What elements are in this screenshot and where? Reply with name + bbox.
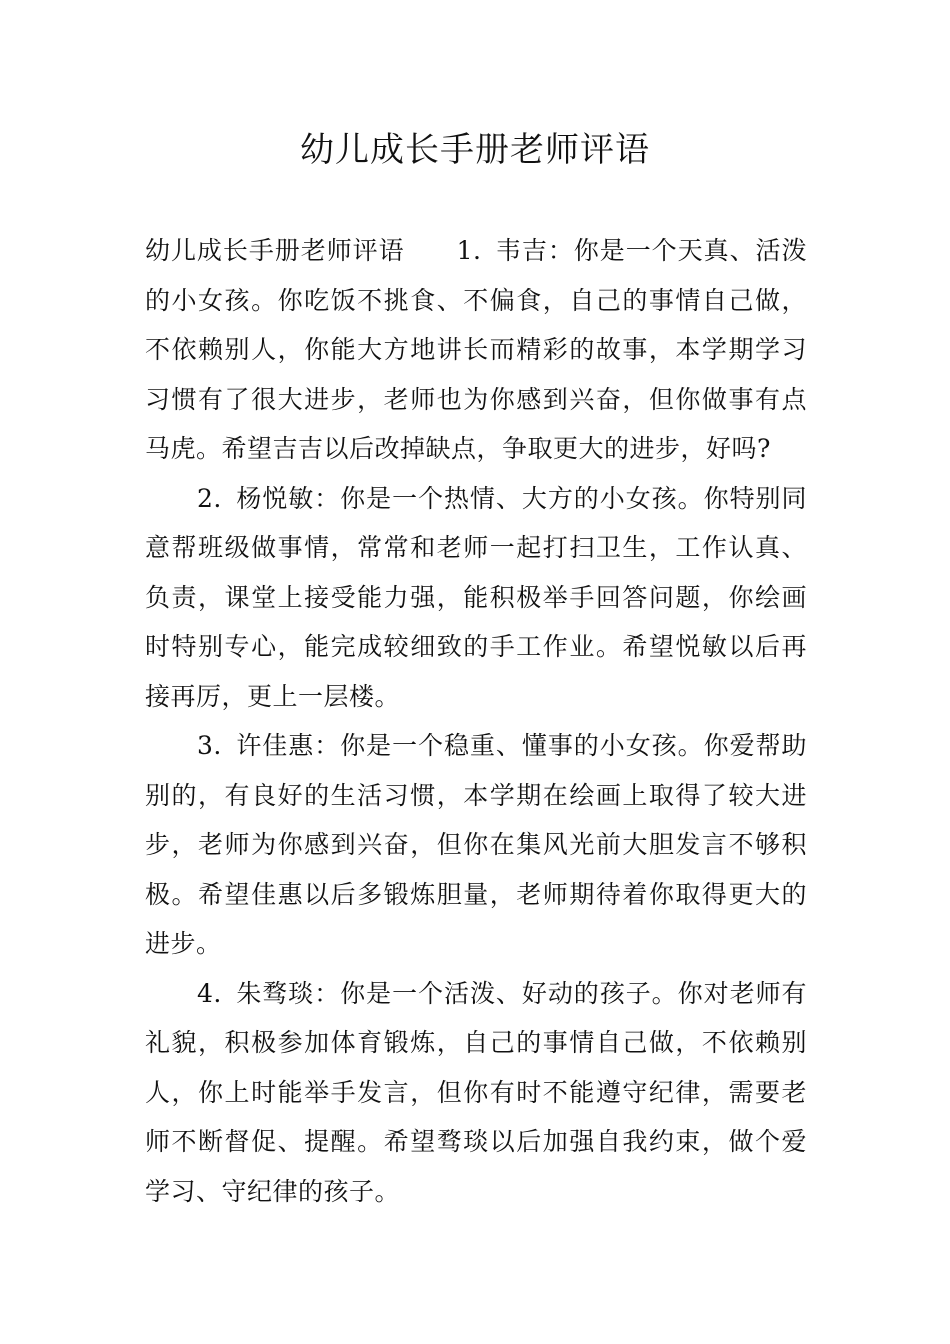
paragraph-3	[145, 721, 807, 969]
intro-heading: 幼儿成长手册老师评语	[145, 236, 405, 265]
document-title: 幼儿成长手册老师评语	[300, 130, 650, 170]
paragraph-text: 韦吉：你是一个天真、活泼的小女孩。你吃饭不挑食、不偏食，自己的事情自己做，不依赖别人，你能大方地讲长而精彩的故事，本学期学习习惯有了很大进步，老师也为你感到兴奋，但你做事有点马虎。希望吉吉以后改掉缺点，争取更大的进步，好吗?	[145, 236, 807, 463]
paragraph-1	[145, 226, 807, 474]
paragraph-text: 许佳惠：你是一个稳重、懂事的小女孩。你爱帮助别的，有良好的生活习惯，本学期在绘画上取得了较大进步，老师为你感到兴奋，但你在集风光前大胆发言不够积极。希望佳惠以后多锻炼胆量，老师期待着你取得更大的进步。	[145, 731, 807, 958]
paragraph-number: 1.	[456, 236, 482, 265]
paragraph-number: 2.	[197, 483, 222, 513]
document-body	[145, 226, 807, 1216]
paragraph-number: 4.	[197, 978, 222, 1008]
paragraph-4	[145, 969, 807, 1217]
paragraph-text: 朱骛琰：你是一个活泼、好动的孩子。你对老师有礼貌，积极参加体育锻炼，自己的事情自己做，不依赖别人，你上时能举手发言，但你有时不能遵守纪律，需要老师不断督促、提醒。希望骛琰以后加强自我约束，做个爱学习、守纪律的孩子。	[145, 978, 807, 1206]
paragraph-2	[145, 474, 807, 722]
paragraph-number: 3.	[197, 731, 222, 760]
paragraph-text: 杨悦敏：你是一个热情、大方的小女孩。你特别同意帮班级做事情，常常和老师一起打扫卫生，工作认真、负责，课堂上接受能力强，能积极举手回答问题，你绘画时特别专心，能完成较细致的手工作业。希望悦敏以后再接再厉，更上一层楼。	[145, 483, 807, 711]
